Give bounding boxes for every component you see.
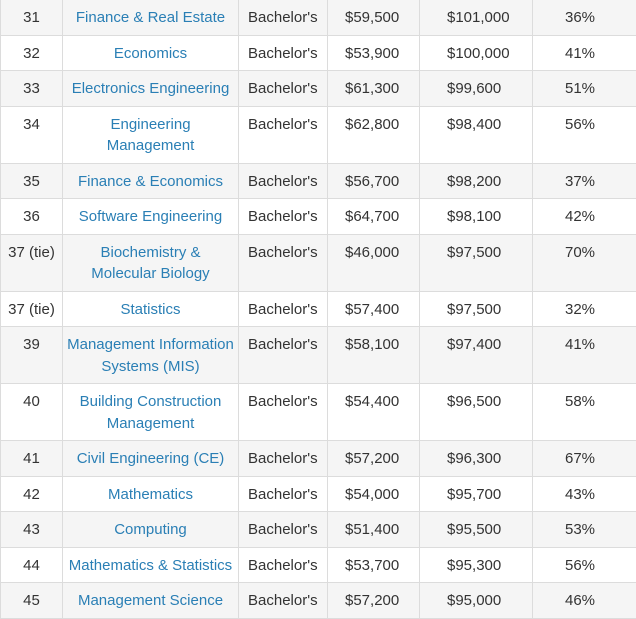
rank-cell: 37 (tie) — [1, 291, 63, 327]
table-body — [1, 0, 636, 618]
degree-cell: Bachelor's — [239, 441, 328, 477]
mid-career-pay-cell: $97,500 — [420, 291, 533, 327]
table-row — [1, 441, 636, 477]
meaningful-work-cell: 37% — [533, 163, 636, 199]
degree-cell: Bachelor's — [239, 106, 328, 163]
meaningful-work-cell: 56% — [533, 547, 636, 583]
major-link[interactable]: Software Engineering — [63, 199, 239, 235]
early-career-pay-cell: $59,500 — [328, 0, 420, 35]
mid-career-pay-cell: $96,300 — [420, 441, 533, 477]
degree-cell: Bachelor's — [239, 199, 328, 235]
table-row — [1, 0, 636, 35]
early-career-pay-cell: $56,700 — [328, 163, 420, 199]
major-link[interactable]: Civil Engineering (CE) — [63, 441, 239, 477]
rank-cell: 45 — [1, 583, 63, 619]
rank-cell: 36 — [1, 199, 63, 235]
rank-cell: 42 — [1, 476, 63, 512]
table-row — [1, 583, 636, 619]
table-row — [1, 384, 636, 441]
rank-cell: 35 — [1, 163, 63, 199]
major-link[interactable]: Finance & Real Estate — [63, 0, 239, 35]
major-link[interactable]: Computing — [63, 512, 239, 548]
mid-career-pay-cell: $97,400 — [420, 327, 533, 384]
table-row — [1, 163, 636, 199]
mid-career-pay-cell: $98,200 — [420, 163, 533, 199]
early-career-pay-cell: $64,700 — [328, 199, 420, 235]
major-link[interactable]: Statistics — [63, 291, 239, 327]
meaningful-work-cell: 56% — [533, 106, 636, 163]
degree-cell: Bachelor's — [239, 71, 328, 107]
table-row — [1, 291, 636, 327]
early-career-pay-cell: $58,100 — [328, 327, 420, 384]
mid-career-pay-cell: $95,500 — [420, 512, 533, 548]
table-row — [1, 512, 636, 548]
table-row — [1, 476, 636, 512]
mid-career-pay-cell: $98,100 — [420, 199, 533, 235]
table-row — [1, 106, 636, 163]
degree-cell: Bachelor's — [239, 512, 328, 548]
major-link[interactable]: Engineering Management — [63, 106, 239, 163]
major-link[interactable]: Electronics Engineering — [63, 71, 239, 107]
rank-cell: 32 — [1, 35, 63, 71]
rank-cell: 33 — [1, 71, 63, 107]
degree-cell: Bachelor's — [239, 384, 328, 441]
mid-career-pay-cell: $95,300 — [420, 547, 533, 583]
table-row — [1, 234, 636, 291]
early-career-pay-cell: $57,200 — [328, 583, 420, 619]
meaningful-work-cell: 58% — [533, 384, 636, 441]
major-link[interactable]: Mathematics — [63, 476, 239, 512]
rank-cell: 41 — [1, 441, 63, 477]
mid-career-pay-cell: $99,600 — [420, 71, 533, 107]
table-row — [1, 71, 636, 107]
mid-career-pay-cell: $97,500 — [420, 234, 533, 291]
major-link[interactable]: Building Construction Management — [63, 384, 239, 441]
early-career-pay-cell: $53,700 — [328, 547, 420, 583]
meaningful-work-cell: 41% — [533, 35, 636, 71]
mid-career-pay-cell: $95,000 — [420, 583, 533, 619]
meaningful-work-cell: 36% — [533, 0, 636, 35]
major-link[interactable]: Management Science — [63, 583, 239, 619]
early-career-pay-cell: $57,400 — [328, 291, 420, 327]
mid-career-pay-cell: $100,000 — [420, 35, 533, 71]
meaningful-work-cell: 32% — [533, 291, 636, 327]
rank-cell: 43 — [1, 512, 63, 548]
rank-cell: 31 — [1, 0, 63, 35]
mid-career-pay-cell: $96,500 — [420, 384, 533, 441]
mid-career-pay-cell: $95,700 — [420, 476, 533, 512]
degree-cell: Bachelor's — [239, 583, 328, 619]
meaningful-work-cell: 53% — [533, 512, 636, 548]
meaningful-work-cell: 42% — [533, 199, 636, 235]
rank-cell: 37 (tie) — [1, 234, 63, 291]
meaningful-work-cell: 46% — [533, 583, 636, 619]
major-link[interactable]: Biochemistry & Molecular Biology — [63, 234, 239, 291]
meaningful-work-cell: 67% — [533, 441, 636, 477]
table-row — [1, 327, 636, 384]
rank-cell: 39 — [1, 327, 63, 384]
degree-cell: Bachelor's — [239, 163, 328, 199]
meaningful-work-cell: 43% — [533, 476, 636, 512]
rank-cell: 44 — [1, 547, 63, 583]
degree-cell: Bachelor's — [239, 327, 328, 384]
major-link[interactable]: Mathematics & Statistics — [63, 547, 239, 583]
degree-cell: Bachelor's — [239, 547, 328, 583]
early-career-pay-cell: $54,400 — [328, 384, 420, 441]
degree-cell: Bachelor's — [239, 35, 328, 71]
degree-cell: Bachelor's — [239, 291, 328, 327]
meaningful-work-cell: 70% — [533, 234, 636, 291]
degree-cell: Bachelor's — [239, 0, 328, 35]
rank-cell: 40 — [1, 384, 63, 441]
early-career-pay-cell: $51,400 — [328, 512, 420, 548]
major-link[interactable]: Management Information Systems (MIS) — [63, 327, 239, 384]
early-career-pay-cell: $61,300 — [328, 71, 420, 107]
mid-career-pay-cell: $101,000 — [420, 0, 533, 35]
early-career-pay-cell: $46,000 — [328, 234, 420, 291]
meaningful-work-cell: 41% — [533, 327, 636, 384]
degree-cell: Bachelor's — [239, 234, 328, 291]
early-career-pay-cell: $62,800 — [328, 106, 420, 163]
table-row — [1, 35, 636, 71]
early-career-pay-cell: $54,000 — [328, 476, 420, 512]
mid-career-pay-cell: $98,400 — [420, 106, 533, 163]
degree-cell: Bachelor's — [239, 476, 328, 512]
meaningful-work-cell: 51% — [533, 71, 636, 107]
major-link[interactable]: Economics — [63, 35, 239, 71]
major-link[interactable]: Finance & Economics — [63, 163, 239, 199]
early-career-pay-cell: $53,900 — [328, 35, 420, 71]
early-career-pay-cell: $57,200 — [328, 441, 420, 477]
table-row — [1, 547, 636, 583]
table-row — [1, 199, 636, 235]
rank-cell: 34 — [1, 106, 63, 163]
